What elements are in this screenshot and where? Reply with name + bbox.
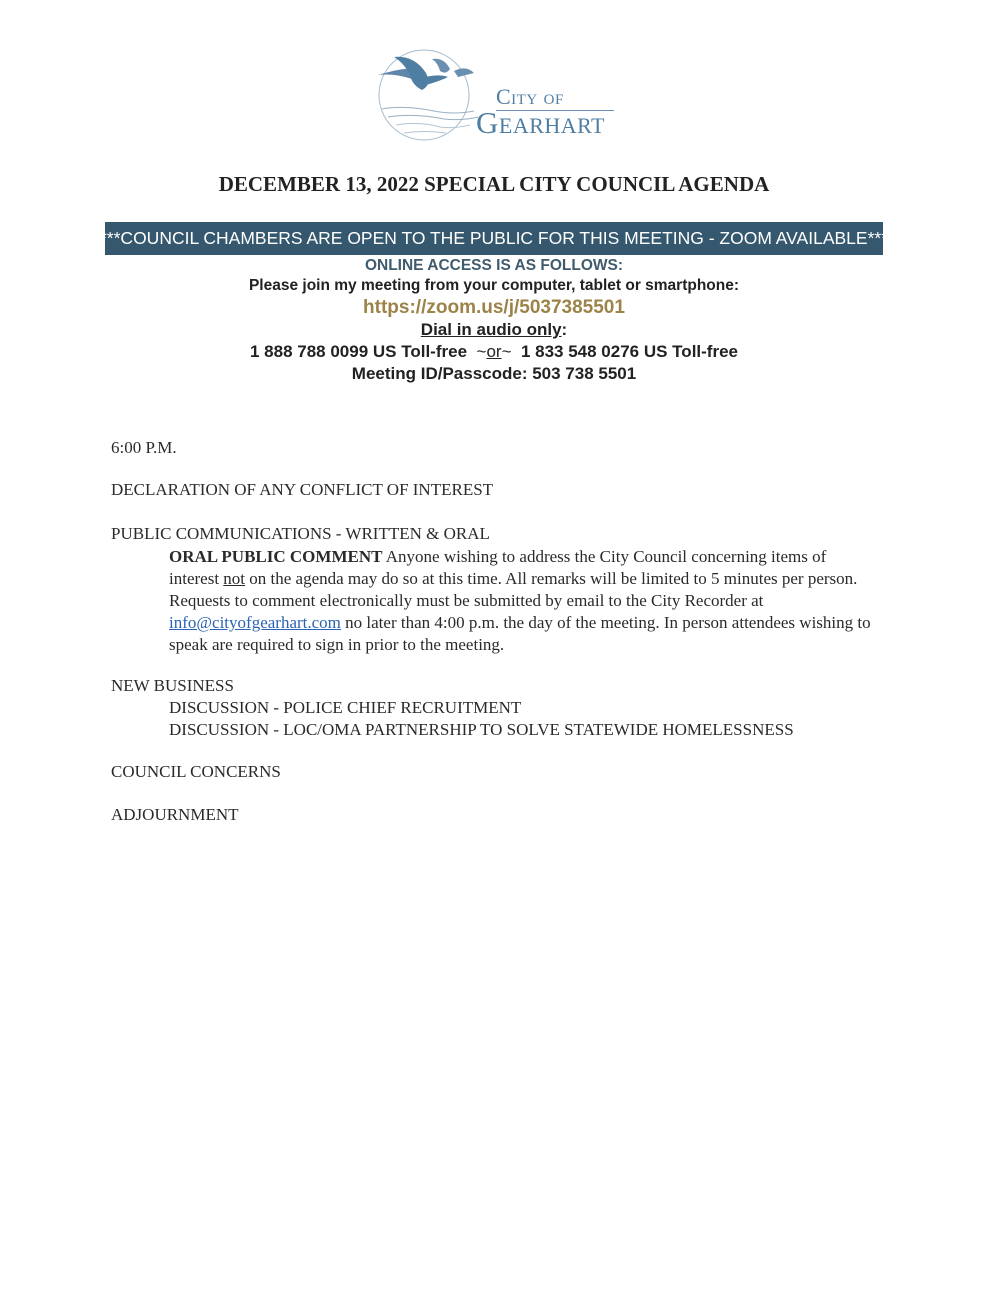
online-access-heading: ONLINE ACCESS IS AS FOLLOWS: [364, 257, 624, 274]
phone-number-1: 1 888 788 0099 US Toll-free [250, 342, 468, 361]
oral-public-comment: ORAL PUBLIC COMMENT Anyone wishing to address the City Council concerning items of interest not on the agenda may do so at this time. All remarks will be limited to 5 minutes per person. Requests to comment electronically must be submitted by email to the City Recorder at info@cityofgearhart.com no later than 4:00 p.m. the day of the meeting. In person attendees wishing to speak are required to sign in prior to the meeting. [169, 547, 871, 654]
agenda-adjournment: ADJOURNMENT [111, 805, 239, 824]
dial-in-label [0, 320, 988, 340]
dial-in-text: Dial in audio only [420, 320, 562, 339]
page-title: DECEMBER 13, 2022 SPECIAL CITY COUNCIL AGENDA [218, 172, 770, 196]
phone-numbers [0, 342, 988, 362]
logo-gearhart: Gearhart [476, 105, 605, 140]
notice-banner: ***COUNCIL CHAMBERS ARE OPEN TO THE PUBLIC FOR THIS MEETING - ZOOM AVAILABLE*** [105, 222, 883, 255]
join-instructions: Please join my meeting from your computer, tablet or smartphone: [248, 277, 740, 294]
meeting-id: Meeting ID/Passcode: 503 738 5501 [351, 364, 637, 383]
new-business-item: DISCUSSION - LOC/OMA PARTNERSHIP TO SOLVE STATEWIDE HOMELESSNESS [169, 720, 794, 739]
agenda-public-communications: PUBLIC COMMUNICATIONS - WRITTEN & ORAL [111, 524, 490, 543]
new-business-item: DISCUSSION - POLICE CHIEF RECRUITMENT [169, 698, 522, 717]
logo-city-of: City of [496, 84, 564, 109]
agenda-declaration: DECLARATION OF ANY CONFLICT OF INTEREST [111, 480, 494, 499]
zoom-link[interactable]: https://zoom.us/j/5037385501 [363, 297, 625, 318]
email-link[interactable]: info@cityofgearhart.com [169, 613, 341, 632]
or-separator: ~or~ [476, 342, 512, 361]
oral-comment-heading: ORAL PUBLIC COMMENT [169, 547, 383, 566]
agenda-time: 6:00 P.M. [111, 438, 177, 457]
phone-number-2: 1 833 548 0276 US Toll-free [520, 342, 738, 361]
agenda-new-business: NEW BUSINESS [111, 676, 234, 695]
dial-in-colon: : [561, 320, 568, 339]
agenda-council-concerns: COUNCIL CONCERNS [111, 762, 281, 781]
